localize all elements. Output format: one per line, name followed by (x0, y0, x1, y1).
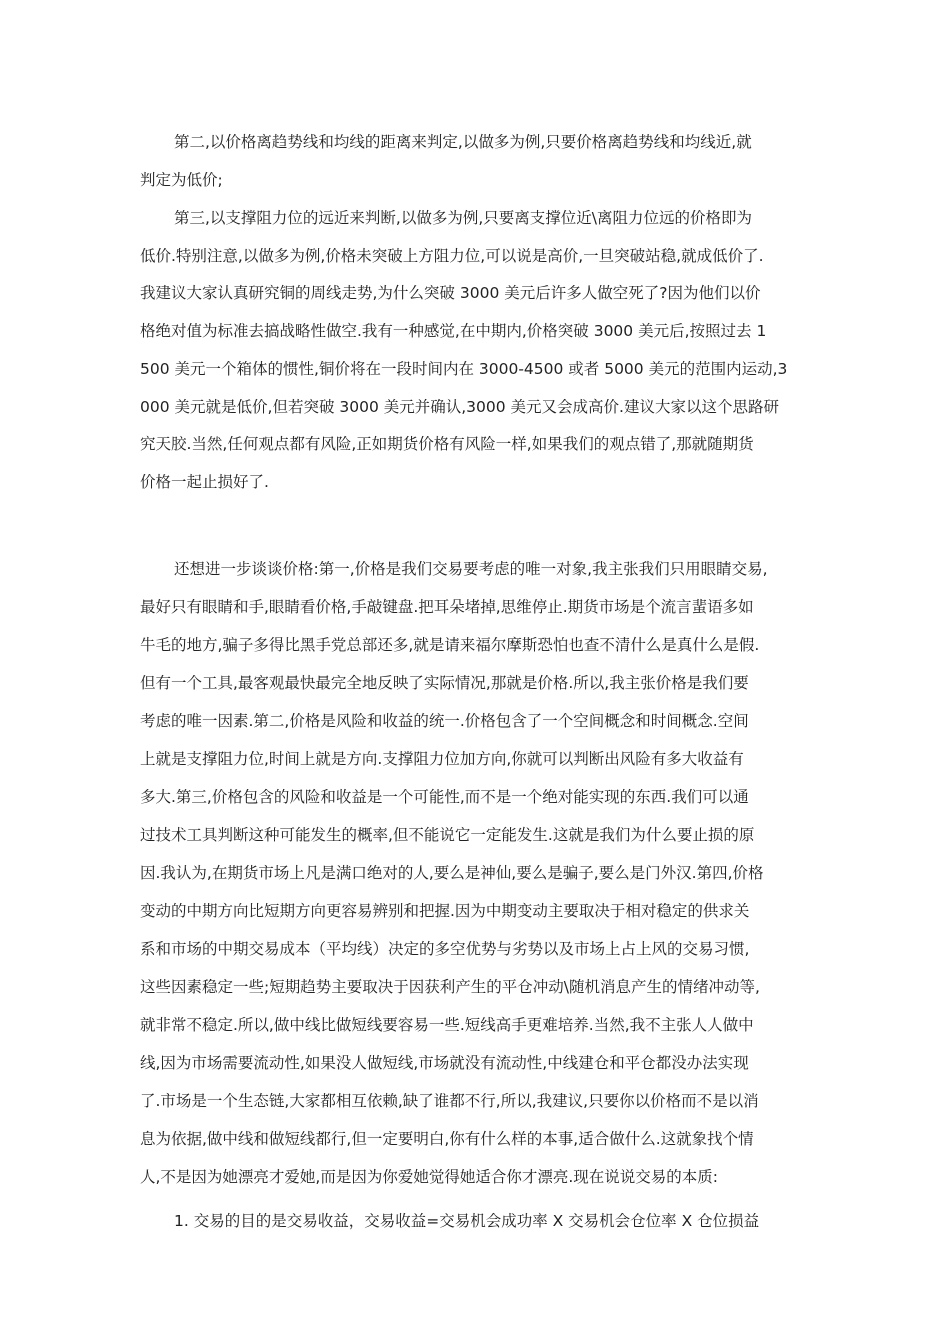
text-line: 这些因素稳定一些;短期趋势主要取决于因获利产生的平仓冲动\随机消息产生的情绪冲动等, (140, 978, 760, 996)
text-line: 但有一个工具,最客观最快最完全地反映了实际情况,那就是价格.所以,我主张价格是我们要 (140, 674, 749, 692)
text-line: 因.我认为,在期货市场上凡是满口绝对的人,要么是神仙,要么是骗子,要么是门外汉.第四,价格 (140, 864, 764, 882)
text-line: 第二,以价格离趋势线和均线的距离来判定,以做多为例,只要价格离趋势线和均线近,就 (174, 133, 752, 151)
text-line: 000 美元就是低价,但若突破 3000 美元并确认,3000 美元又会成高价.建议大家以这个思路研 (140, 398, 779, 416)
text-line: 息为依据,做中线和做短线都行,但一定要明白,你有什么样的本事,适合做什么.这就象找个情 (140, 1130, 754, 1148)
text-line: 多大.第三,价格包含的风险和收益是一个可能性,而不是一个绝对能实现的东西.我们可以通 (140, 788, 749, 806)
text-line: 价格一起止损好了. (140, 473, 269, 491)
text-line: 就非常不稳定.所以,做中线比做短线要容易一些.短线高手更难培养.当然,我不主张人人做中 (140, 1016, 754, 1034)
text-line: 我建议大家认真研究铜的周线走势,为什么突破 3000 美元后许多人做空死了?因为他们以价 (140, 284, 761, 302)
numbered-list-item: 1. 交易的目的是交易收益，交易收益=交易机会成功率 X 交易机会仓位率 X 仓位损益 (174, 1212, 760, 1230)
text-line: 判定为低价; (140, 171, 223, 189)
text-line: 考虑的唯一因素.第二,价格是风险和收益的统一.价格包含了一个空间概念和时间概念.空间 (140, 712, 749, 730)
text-line: 了.市场是一个生态链,大家都相互依赖,缺了谁都不行,所以,我建议,只要你以价格而不是以消 (140, 1092, 759, 1110)
text-line: 系和市场的中期交易成本（平均线）决定的多空优势与劣势以及市场上占上风的交易习惯, (140, 940, 750, 958)
text-line: 500 美元一个箱体的惯性,铜价将在一段时间内在 3000-4500 或者 5000 美元的范围内运动,3 (140, 360, 788, 378)
text-line: 低价.特别注意,以做多为例,价格未突破上方阻力位,可以说是高价,一旦突破站稳,就成低价了. (140, 247, 764, 265)
text-line: 格绝对值为标准去搞战略性做空.我有一种感觉,在中期内,价格突破 3000 美元后,按照过去 1 (140, 322, 767, 340)
text-line: 最好只有眼睛和手,眼睛看价格,手敲键盘.把耳朵堵掉,思维停止.期货市场是个流言蜚语多如 (140, 598, 754, 616)
text-line: 线,因为市场需要流动性,如果没人做短线,市场就没有流动性,中线建仓和平仓都没办法实现 (140, 1054, 749, 1072)
text-line: 变动的中期方向比短期方向更容易辨别和把握.因为中期变动主要取决于相对稳定的供求关 (140, 902, 750, 920)
text-line: 牛毛的地方,骗子多得比黑手党总部还多,就是请来福尔摩斯恐怕也查不清什么是真什么是假. (140, 636, 760, 654)
text-line: 上就是支撑阻力位,时间上就是方向.支撑阻力位加方向,你就可以判断出风险有多大收益有 (140, 750, 744, 768)
text-line: 人,不是因为她漂亮才爱她,而是因为你爱她觉得她适合你才漂亮.现在说说交易的本质: (140, 1168, 719, 1186)
text-line: 第三,以支撑阻力位的远近来判断,以做多为例,只要离支撑位近\离阻力位远的价格即为 (174, 209, 753, 227)
text-line: 过技术工具判断这种可能发生的概率,但不能说它一定能发生.这就是我们为什么要止损的原 (140, 826, 755, 844)
text-line: 究天胶.当然,任何观点都有风险,正如期货价格有风险一样,如果我们的观点错了,那就随期货 (140, 435, 754, 453)
text-line: 还想进一步谈谈价格:第一,价格是我们交易要考虑的唯一对象,我主张我们只用眼睛交易, (174, 560, 768, 578)
